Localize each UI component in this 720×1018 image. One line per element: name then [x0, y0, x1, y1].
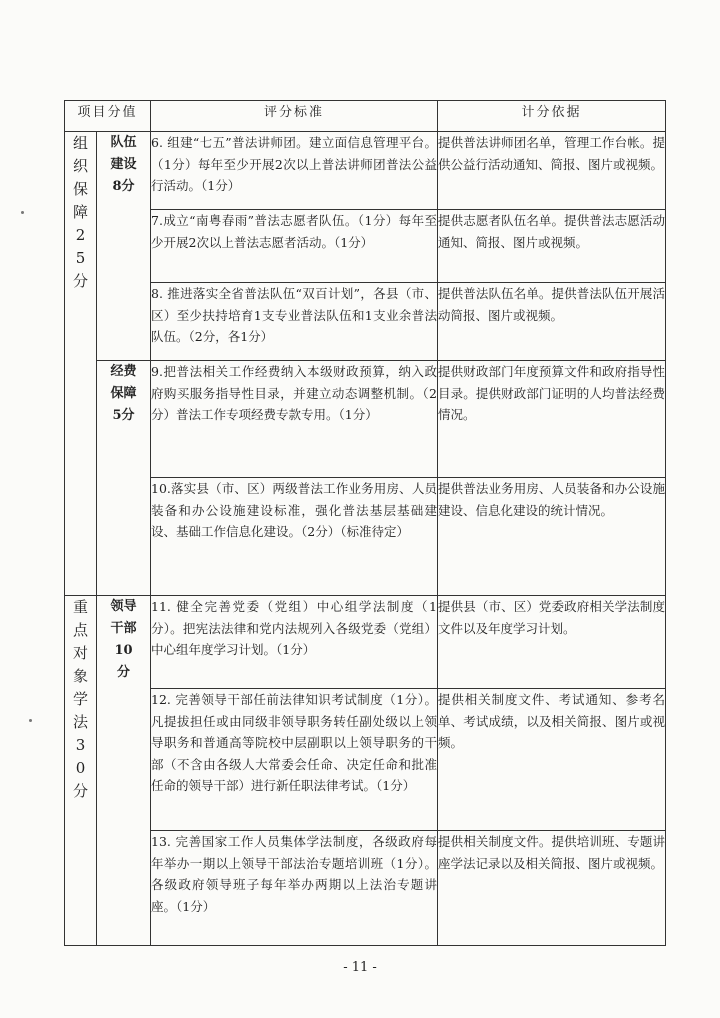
table-header-row: [65, 101, 666, 132]
scoring-table-container: [64, 100, 666, 946]
criteria-cell: 10.落实县（市、区）两级普法工作业务用房、人员装备和办公设施建设标准，强化普法基层基础建设、基础工作信息化建设。（2分）（标准待定）: [151, 478, 438, 596]
subcategory-team-building: [97, 132, 151, 361]
basis-cell: 提供财政部门年度预算文件和政府指导性目录。提供财政部门证明的人均普法经费情况。: [438, 361, 666, 478]
table-row: [65, 210, 666, 283]
category-label: 重点对象学法30分: [72, 598, 88, 800]
header-criteria: 评分标准: [151, 101, 438, 132]
scan-speck: [21, 211, 24, 214]
criteria-cell: 6. 组建“七五”普法讲师团。建立面信息管理平台。（1分）每年至少开展2次以上普法讲师团普法公益行活动。（1分）: [151, 132, 438, 210]
criteria-cell: 8. 推进落实全省普法队伍“双百计划”，各县（市、区）至少扶持培育1支专业普法队伍和1支业余普法队伍。（2分，各1分）: [151, 283, 438, 361]
header-basis: 计分依据: [438, 101, 666, 132]
subcategory-label: 队伍建设8分: [110, 135, 137, 194]
table-row: [65, 478, 666, 596]
scan-speck: [29, 719, 32, 722]
table-row: [65, 831, 666, 946]
table-row: [65, 283, 666, 361]
table-row: [65, 361, 666, 478]
table-row: [65, 132, 666, 210]
basis-cell: 提供县（市、区）党委政府相关学法制度文件以及年度学习计划。: [438, 596, 666, 689]
criteria-cell: 11. 健全完善党委（党组）中心组学法制度（1分）。把宪法法律和党内法规列入各级党委（党组）中心组年度学习计划。（1分）: [151, 596, 438, 689]
criteria-cell: 9.把普法相关工作经费纳入本级财政预算，纳入政府购买服务指导性目录，并建立动态调整机制。（2分）普法工作专项经费专款专用。（1分）: [151, 361, 438, 478]
subcategory-label: 领导干部10分: [110, 599, 137, 680]
subcategory-label: 经费保障5分: [110, 364, 137, 423]
basis-cell: 提供志愿者队伍名单。提供普法志愿活动通知、简报、图片或视频。: [438, 210, 666, 283]
basis-cell: 提供相关制度文件。提供培训班、专题讲座学法记录以及相关简报、图片或视频。: [438, 831, 666, 946]
basis-cell: 提供相关制度文件、考试通知、参考名单、考试成绩，以及相关简报、图片或视频。: [438, 689, 666, 831]
scoring-table: [64, 100, 666, 946]
category-key-learners: [65, 596, 97, 946]
table-row: [65, 596, 666, 689]
basis-cell: 提供普法讲师团名单，管理工作台帐。提供公益行活动通知、简报、图片或视频。: [438, 132, 666, 210]
subcategory-funding: [97, 361, 151, 596]
header-item-score: 项目分值: [65, 101, 151, 132]
page-number: - 11 -: [343, 960, 377, 975]
category-org-guarantee: [65, 132, 97, 596]
subcategory-leading-cadres: [97, 596, 151, 946]
criteria-cell: 7.成立“南粤春雨”普法志愿者队伍。（1分）每年至少开展2次以上普法志愿者活动。（1分）: [151, 210, 438, 283]
criteria-cell: 12. 完善领导干部任前法律知识考试制度（1分）。凡提拔担任或由同级非领导职务转任副处级以上领导职务和普通高等院校中层副职以上领导职务的干部（不含由各级人大常委会任命、决定任命和批准任命的领导干部）进行新任职法律考试。（1分）: [151, 689, 438, 831]
basis-cell: 提供普法队伍名单。提供普法队伍开展活动简报、图片或视频。: [438, 283, 666, 361]
table-row: [65, 689, 666, 831]
criteria-cell: 13. 完善国家工作人员集体学法制度，各级政府每年举办一期以上领导干部法治专题培训班（1分）。各级政府领导班子每年举办两期以上法治专题讲座。（1分）: [151, 831, 438, 946]
category-label: 组织保障25分: [72, 134, 88, 290]
basis-cell: 提供普法业务用房、人员装备和办公设施建设、信息化建设的统计情况。: [438, 478, 666, 596]
